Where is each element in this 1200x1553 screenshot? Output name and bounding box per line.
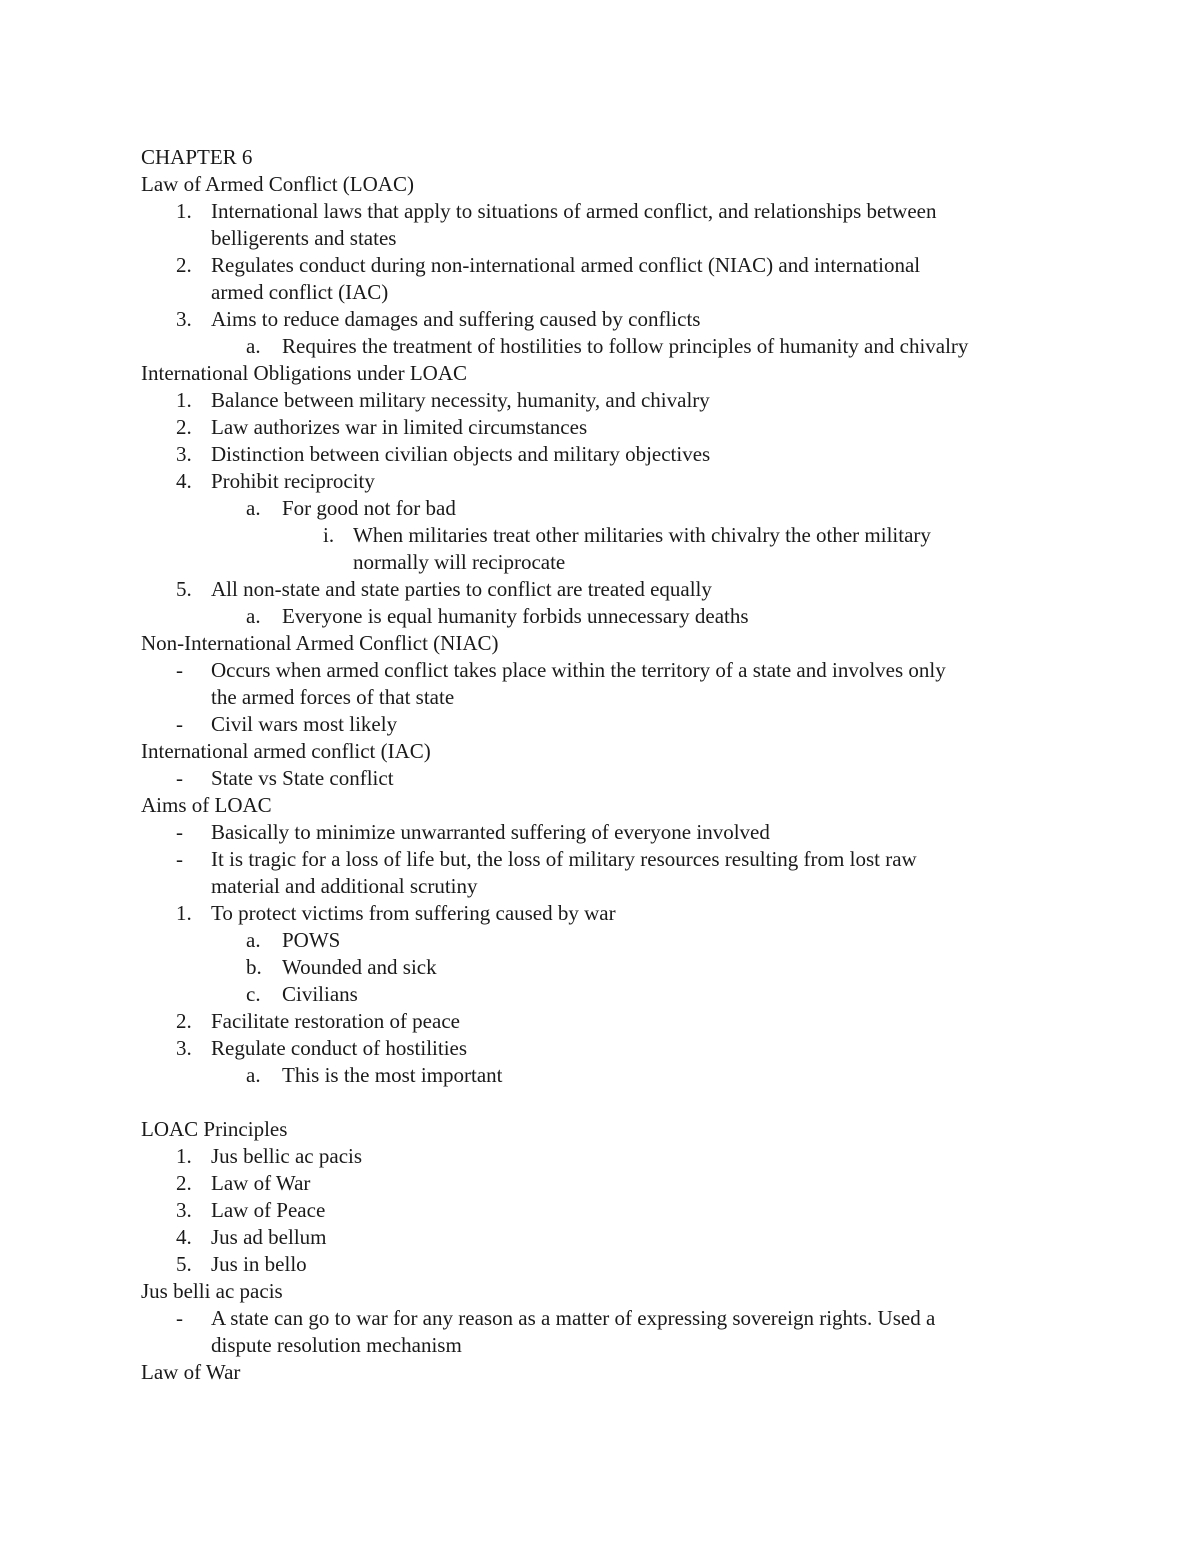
list-item bbox=[0, 1008, 1200, 1035]
section-heading bbox=[0, 738, 1200, 765]
list-marker: b. bbox=[246, 955, 262, 979]
item-text: International laws that apply to situations of armed conflict, and relationships between bbox=[211, 199, 937, 223]
list-item bbox=[0, 765, 1200, 792]
list-item bbox=[0, 981, 1200, 1008]
list-marker: 3. bbox=[176, 442, 192, 466]
list-item bbox=[0, 441, 1200, 468]
item-text: For good not for bad bbox=[282, 496, 456, 520]
item-text: the armed forces of that state bbox=[211, 685, 455, 709]
item-text: Wounded and sick bbox=[282, 955, 437, 979]
item-text: State vs State conflict bbox=[211, 766, 394, 790]
list-item bbox=[0, 306, 1200, 333]
list-marker: 2. bbox=[176, 1171, 192, 1195]
list-marker: 2. bbox=[176, 253, 192, 277]
list-item bbox=[0, 1062, 1200, 1089]
item-text: It is tragic for a loss of life but, the loss of military resources resulting from lost raw bbox=[211, 847, 917, 871]
item-text: Law of Peace bbox=[211, 1198, 326, 1222]
item-text: normally will reciprocate bbox=[353, 550, 566, 574]
item-text: To protect victims from suffering caused by war bbox=[211, 901, 616, 925]
list-item bbox=[0, 603, 1200, 630]
list-item bbox=[0, 954, 1200, 981]
list-item bbox=[0, 927, 1200, 954]
list-marker: a. bbox=[246, 334, 261, 358]
list-item bbox=[0, 1224, 1200, 1251]
list-item bbox=[0, 657, 1200, 684]
list-item bbox=[0, 252, 1200, 279]
item-text: Regulates conduct during non-international armed conflict (NIAC) and international bbox=[211, 253, 921, 277]
heading-text: Aims of LOAC bbox=[141, 793, 272, 817]
section-heading bbox=[0, 1278, 1200, 1305]
item-text: Jus in bello bbox=[211, 1252, 307, 1276]
list-marker: 2. bbox=[176, 1009, 192, 1033]
list-item bbox=[0, 1143, 1200, 1170]
item-text: Prohibit reciprocity bbox=[211, 469, 375, 493]
item-text: Balance between military necessity, humanity, and chivalry bbox=[211, 388, 710, 412]
list-marker: 4. bbox=[176, 469, 192, 493]
list-marker: - bbox=[176, 766, 183, 790]
list-marker: 1. bbox=[176, 901, 192, 925]
item-text: All non-state and state parties to conflict are treated equally bbox=[211, 577, 712, 601]
list-marker: c. bbox=[246, 982, 261, 1006]
item-text: Basically to minimize unwarranted suffering of everyone involved bbox=[211, 820, 770, 844]
list-marker: a. bbox=[246, 928, 261, 952]
item-text: Everyone is equal humanity forbids unnecessary deaths bbox=[282, 604, 749, 628]
section-heading bbox=[0, 144, 1200, 171]
heading-text: Law of War bbox=[141, 1360, 241, 1384]
item-text: dispute resolution mechanism bbox=[211, 1333, 462, 1357]
list-marker: 3. bbox=[176, 1036, 192, 1060]
list-item bbox=[0, 576, 1200, 603]
list-marker: 3. bbox=[176, 1198, 192, 1222]
heading-text: LOAC Principles bbox=[141, 1117, 288, 1141]
list-item bbox=[0, 684, 1200, 711]
list-item bbox=[0, 1035, 1200, 1062]
section-heading bbox=[0, 171, 1200, 198]
blank-line bbox=[0, 1089, 1200, 1116]
list-marker: a. bbox=[246, 1063, 261, 1087]
list-item bbox=[0, 522, 1200, 549]
list-marker: 5. bbox=[176, 1252, 192, 1276]
list-marker: 1. bbox=[176, 199, 192, 223]
section-heading bbox=[0, 792, 1200, 819]
item-text: This is the most important bbox=[282, 1063, 503, 1087]
item-text: Jus ad bellum bbox=[211, 1225, 327, 1249]
list-marker: 4. bbox=[176, 1225, 192, 1249]
section-heading bbox=[0, 630, 1200, 657]
item-text: Requires the treatment of hostilities to follow principles of humanity and chivalry bbox=[282, 334, 969, 358]
heading-text: Jus belli ac pacis bbox=[141, 1279, 283, 1303]
item-text: Civilians bbox=[282, 982, 358, 1006]
item-text: When militaries treat other militaries with chivalry the other military bbox=[353, 523, 931, 547]
list-item bbox=[0, 1251, 1200, 1278]
list-item bbox=[0, 198, 1200, 225]
item-text: Regulate conduct of hostilities bbox=[211, 1036, 468, 1060]
item-text: Jus bellic ac pacis bbox=[211, 1144, 363, 1168]
list-item bbox=[0, 711, 1200, 738]
list-marker: - bbox=[176, 658, 183, 682]
list-marker: - bbox=[176, 820, 183, 844]
list-marker: 5. bbox=[176, 577, 192, 601]
list-marker: - bbox=[176, 847, 183, 871]
list-marker: 1. bbox=[176, 388, 192, 412]
document-body bbox=[0, 144, 1200, 1386]
section-heading bbox=[0, 1359, 1200, 1386]
list-item bbox=[0, 1197, 1200, 1224]
list-item bbox=[0, 468, 1200, 495]
list-marker: i. bbox=[323, 523, 335, 547]
item-text: A state can go to war for any reason as a matter of expressing sovereign rights. Used a bbox=[211, 1306, 936, 1330]
list-item bbox=[0, 387, 1200, 414]
item-text: Law authorizes war in limited circumstances bbox=[211, 415, 588, 439]
list-marker: - bbox=[176, 712, 183, 736]
list-item bbox=[0, 819, 1200, 846]
section-heading bbox=[0, 1116, 1200, 1143]
list-item bbox=[0, 414, 1200, 441]
item-text: Distinction between civilian objects and military objectives bbox=[211, 442, 711, 466]
list-item bbox=[0, 549, 1200, 576]
heading-text: International armed conflict (IAC) bbox=[141, 739, 431, 763]
heading-text: Non-International Armed Conflict (NIAC) bbox=[141, 631, 499, 655]
list-marker: a. bbox=[246, 604, 261, 628]
item-text: belligerents and states bbox=[211, 226, 397, 250]
item-text: material and additional scrutiny bbox=[211, 874, 478, 898]
list-marker: - bbox=[176, 1306, 183, 1330]
section-heading bbox=[0, 360, 1200, 387]
list-item bbox=[0, 900, 1200, 927]
list-item bbox=[0, 333, 1200, 360]
list-item bbox=[0, 846, 1200, 873]
item-text: POWS bbox=[282, 928, 341, 952]
item-text: armed conflict (IAC) bbox=[211, 280, 389, 304]
heading-text: International Obligations under LOAC bbox=[141, 361, 468, 385]
list-marker: 3. bbox=[176, 307, 192, 331]
list-item bbox=[0, 279, 1200, 306]
item-text: Occurs when armed conflict takes place within the territory of a state and involves only bbox=[211, 658, 946, 682]
list-marker: 2. bbox=[176, 415, 192, 439]
list-item bbox=[0, 1332, 1200, 1359]
list-item bbox=[0, 495, 1200, 522]
list-item bbox=[0, 225, 1200, 252]
heading-text: CHAPTER 6 bbox=[141, 145, 253, 169]
heading-text: Law of Armed Conflict (LOAC) bbox=[141, 172, 414, 196]
item-text: Law of War bbox=[211, 1171, 311, 1195]
item-text: Facilitate restoration of peace bbox=[211, 1009, 460, 1033]
list-marker: a. bbox=[246, 496, 261, 520]
item-text: Civil wars most likely bbox=[211, 712, 398, 736]
list-item bbox=[0, 873, 1200, 900]
list-item bbox=[0, 1305, 1200, 1332]
item-text: Aims to reduce damages and suffering caused by conflicts bbox=[211, 307, 701, 331]
list-marker: 1. bbox=[176, 1144, 192, 1168]
list-item bbox=[0, 1170, 1200, 1197]
